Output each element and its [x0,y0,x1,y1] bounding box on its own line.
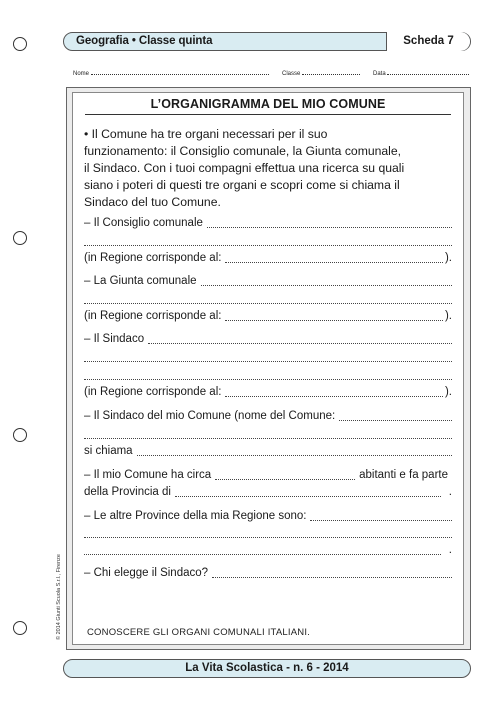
worksheet-title: L’ORGANIGRAMMA DEL MIO COMUNE [150,97,386,111]
giunta-answer-line[interactable] [84,274,452,288]
mio-sindaco-line-2[interactable] [84,427,452,441]
provincia-line[interactable] [84,485,452,499]
consiglio-label: – Il Consiglio comunale [84,217,203,229]
consiglio-regione-line[interactable] [84,251,452,265]
sindaco-label: – Il Sindaco [84,333,145,345]
altre-province-label: – Le altre Province della mia Regione sono: [84,510,307,522]
regione-close: ). [444,252,452,264]
instructions-line: il Sindaco. Con i tuoi compagni effettua una ricerca su quali [84,161,405,175]
mio-sindaco-label: – Il Sindaco del mio Comune (nome del Comune: [84,410,336,422]
si-chiama-label: si chiama [84,445,133,457]
chi-elegge-line[interactable] [84,566,452,580]
sindaco-answer-line[interactable] [84,332,452,346]
period: . [448,544,452,556]
binder-hole-1 [13,37,27,51]
mio-sindaco-line[interactable] [84,409,452,423]
instructions-line: funzionamento: il Consiglio comunale, la Giunta comunale, [84,144,402,158]
sindaco-regione-line[interactable] [84,385,452,399]
instructions-line: siano i poteri di questi tre organi e scopri come si chiama il [84,178,400,192]
sheet-number: Scheda 7 [386,32,470,51]
regione-label: (in Regione corrisponde al: [84,310,222,322]
regione-close: ). [444,386,452,398]
chi-elegge-label: – Chi elegge il Sindaco? [84,567,209,579]
copyright-notice: © 2014 Giunti Scuola S.r.l., Firenze [56,554,62,640]
footer-bar: La Vita Scolastica - n. 6 - 2014 [63,659,471,678]
abitanti-label: – Il mio Comune ha circa [84,469,212,481]
sindaco-answer-line-3[interactable] [84,368,452,382]
regione-close: ). [444,310,452,322]
binder-hole-4 [13,621,27,635]
altre-province-line-3[interactable] [84,543,452,557]
class-field[interactable] [282,70,360,77]
si-chiama-line[interactable] [84,444,452,458]
altre-province-line[interactable] [84,509,452,523]
worksheet-card [72,92,464,645]
giunta-answer-line-2[interactable] [84,292,452,306]
instructions-line: • Il Comune ha tre organi necessari per il suo [84,127,328,141]
altre-province-line-2[interactable] [84,526,452,540]
name-field[interactable] [73,70,269,77]
abitanti-mid-label: abitanti e fa parte [359,469,448,481]
subject-title: Geografia • Classe quinta [76,35,213,47]
consiglio-answer-line[interactable] [84,216,452,230]
consiglio-answer-line-2[interactable] [84,234,452,248]
regione-label: (in Regione corrisponde al: [84,252,222,264]
header-bar [63,32,471,51]
regione-label: (in Regione corrisponde al: [84,386,222,398]
period: . [448,486,452,498]
sindaco-answer-line-2[interactable] [84,350,452,364]
learning-objective: CONOSCERE GLI ORGANI COMUNALI ITALIANI. [87,627,310,638]
provincia-label: della Provincia di [84,486,171,498]
binder-hole-2 [13,231,27,245]
giunta-label: – La Giunta comunale [84,275,197,287]
giunta-regione-line[interactable] [84,309,452,323]
date-label: Data [373,71,386,77]
date-field[interactable] [373,70,469,77]
instructions [84,126,454,211]
title-underline [85,114,451,115]
abitanti-line[interactable] [84,468,452,482]
instructions-line: Sindaco del tuo Comune. [84,195,221,209]
binder-hole-3 [13,428,27,442]
name-label: Nome [73,71,90,77]
class-label: Classe [282,71,301,77]
